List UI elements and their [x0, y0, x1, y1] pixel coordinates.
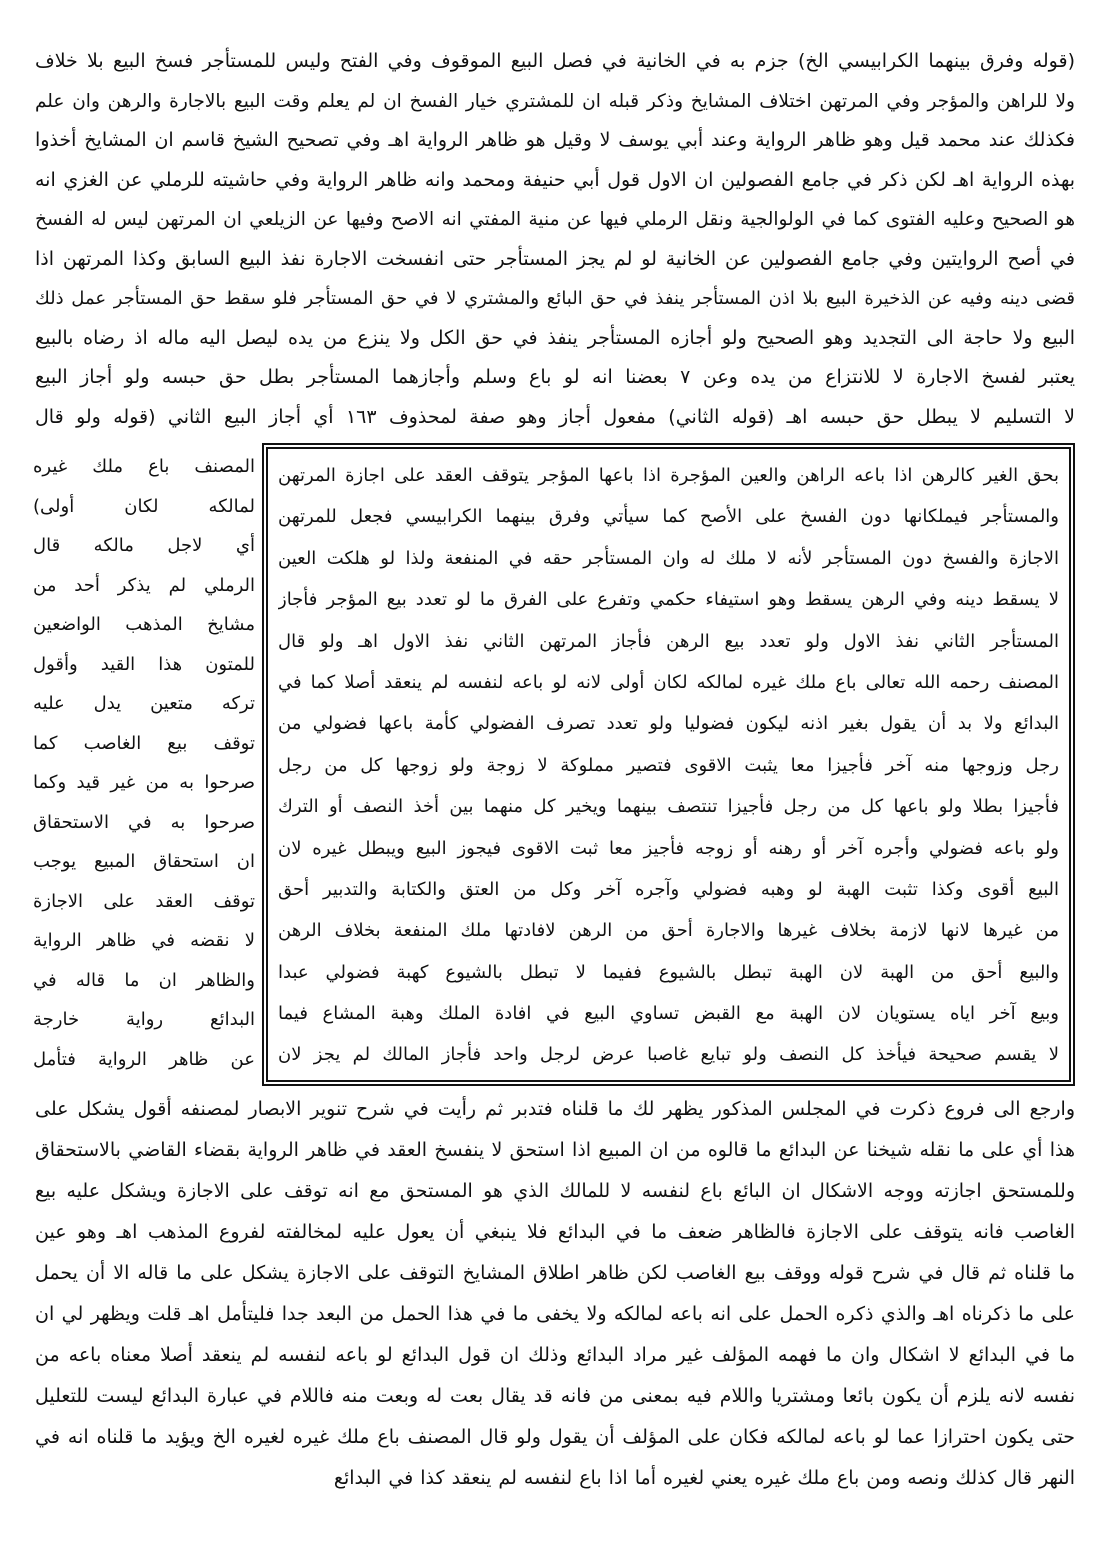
text-line: توقف بيع الغاصب كما: [33, 732, 255, 754]
text-line: لا يسقط دينه وفي الرهن يسقط وهو استيفاء حكمي وتفرع على الفرق ما لو تعدد بيع المؤجر فأجاز: [278, 589, 1059, 611]
text-line: ان استحقاق المبيع يوجب: [33, 851, 255, 872]
text-line: والظاهر ان ما قاله في: [33, 969, 255, 991]
text-line: فكذلك عند محمد قيل وهو ظاهر الرواية وعند أبي يوسف لا وقيل هو ظاهر الرواية اهـ وفي تصحيح الشيخ قاسم ان المشايخ أخذوا: [35, 129, 1075, 151]
text-line: لا نقضه في ظاهر الرواية: [33, 930, 255, 951]
bottom-commentary: [35, 1089, 1075, 1499]
text-line: لا يقسم صحيحة فيأخذ كل النصف ولو تبايع غاصبا عرض لرجل واحد فأجاز المالك لم يجز لان: [278, 1044, 1059, 1066]
top-commentary: [35, 42, 1075, 437]
text-line: قضى دينه وفيه عن الذخيرة البيع بلا اذن المستأجر ينفذ في حق البائع والمشتري لا في حق المستأجر فلو سقط حق المستأجر عمل ذلك: [35, 288, 1075, 309]
text-line: وللمستحق اجازته ووجه الاشكال ان البائع باع لنفسه لا للمالك الذي هو المستحق مع انه توقف على الاجازة ويشكل عليه بيع: [35, 1180, 1075, 1202]
text-line: مشايخ المذهب الواضعين: [33, 614, 255, 635]
main-text-box: [262, 443, 1075, 1086]
text-line: صرحوا به من غير قيد وكما: [33, 772, 255, 793]
text-line: البيع ولا حاجة الى التجديد وهو الصحيح ولو أجازه المستأجر ينفذ في حق الكل ولا ينزع من يده ليصل اليه ماله اذ رضاه بالبيع: [35, 326, 1075, 349]
text-line: البدائع رواية خارجة: [33, 1009, 255, 1030]
text-line: (قوله وفرق بينهما الكرابيسي الخ) جزم به في الخانية في فصل البيع الموقوف وفي الفتح وليس للمستأجر فسخ البيع بلا خلاف: [35, 50, 1075, 72]
text-line: ما في البدائع لا اشكال وان ما فهمه المؤلف غير مراد البدائع وذلك ان قول البدائع لو باعه لنفسه لم ينعقد أصلا معناه باعه من: [35, 1344, 1075, 1366]
text-line: من غيرها لانها لازمة بخلاف غيرها والاجارة أحق من الرهن لافادتها ملك المنفعة بخلاف الرهن: [278, 920, 1059, 942]
text-line: الاجازة والفسخ دون المستأجر لأنه لا ملك له وان المستأجر حقه في المنفعة ولذا لو هلكت العين: [278, 547, 1059, 569]
text-line: بحق الغير كالرهن اذا باعه الراهن والعين المؤجرة اذا باعها المؤجر يتوقف العقد على اجازة المرتهن: [278, 465, 1059, 486]
text-line: الغاصب فانه يتوقف على الاجازة فالظاهر ضعف ما في البدائع فلا ينبغي أن يعول عليه لمخالفته لفروع المذهب اهـ وهو عين: [35, 1221, 1075, 1243]
text-line: عن ظاهر الرواية فتأمل: [33, 1048, 255, 1070]
text-line: يعتبر لفسخ الاجارة لا للانتزاع من يده وعن ٧ بعضنا انه لو باع وسلم وأجازهما المستأجر بطل حق حبسه ولو أجاز البيع: [35, 366, 1075, 388]
text-line: ولا للراهن والمؤجر وفي المرتهن اختلاف المشايخ وذكر قبله ان للمشتري خيار الفسخ ان لم يعلم وقت البيع بالاجارة والرهن وان علم: [35, 90, 1075, 112]
text-line: المصنف رحمه الله تعالى باع ملك غيره لمالكه لكان أولى لانه لو باعه لنفسه لم ينعقد أصلا كما في: [278, 671, 1059, 693]
text-line: توقف العقد على الاجازة: [33, 890, 255, 912]
text-line: المصنف باع ملك غيره: [33, 456, 255, 477]
text-line: صرحوا به في الاستحقاق: [33, 811, 255, 833]
text-line: لا التسليم لا يبطل حق حبسه اهـ (قوله الثاني) مفعول أجاز وهو صفة لمحذوف ١٦٣ أي أجاز البيع الثاني (قوله ولو قال: [35, 405, 1075, 428]
text-line: ولو باعه فضولي وأجره آخر أو رهنه أو زوجه فأجيز معا ثبت الاقوى فيجوز البيع ويبطل غيره لان: [278, 837, 1059, 859]
text-line: أي لاجل مالكه قال: [33, 535, 255, 556]
text-line: فأجيزا بطلا ولو باعها كل من رجل فأجيزا تنتصف بينهما ويخير كل منهما بين أخذ النصف أو الترك: [278, 796, 1059, 818]
text-line: بهذه الرواية اهـ لكن ذكر في جامع الفصولين ان الاول قول أبي حنيفة ومحمد وانه ظاهر الرواية وفي حاشيته للرملي عن الغزي انه: [35, 168, 1075, 191]
text-line: على ما ذكرناه اهـ والذي ذكره الحمل على انه باعه لمالكه ولا يخفى ما في هذا الحمل من البعد جدا فليتأمل اهـ قلت ويظهر لي ان: [35, 1303, 1075, 1325]
text-line: وارجع الى فروع ذكرت في المجلس المذكور يظهر لك ما قلناه فتدبر ثم رأيت في شرح تنوير الابصار لمصنفه أقول يشكل على: [35, 1098, 1075, 1120]
text-line: في أصح الروايتين وفي جامع الفصولين عن الخانية لو لم يجز المستأجر حتى انفسخت الاجارة نفذ البيع السابق وكذا المرتهن اذا: [35, 247, 1075, 270]
text-line: وبيع آخر اياه يستويان لان الهبة مع القبض تساوي البيع في افادة الملك وهبة المشاع فيما: [278, 1003, 1059, 1025]
text-line: والبيع أحق من الهبة لان الهبة تبطل بالشيوع ففيما لا تبطل بالشيوع كهبة فضولي عبدا: [278, 961, 1059, 983]
text-line: والمستأجر فيملكانها دون الفسخ على الأصح كما سيأتي وفرق بينهما الكرابيسي فجعل للمرتهن: [278, 506, 1059, 528]
text-line: هذا أي على ما نقله شيخنا عن البدائع ما قالوه من ان المبيع اذا استحق لا ينفسخ العقد في ظاهر الرواية بقضاء القاضي بالاستحقاق: [35, 1139, 1075, 1161]
text-line: تركه متعين يدل عليه: [33, 693, 255, 714]
text-line: ما قلناه ثم قال في شرح قوله ووقف بيع الغاصب لكن ظاهر اطلاق المشايخ التوقف على الاجازة يشكل على ما قاله الا أن يحمل: [35, 1262, 1075, 1284]
text-line: رجل وزوجها منه آخر فأجيزا معا يثبت الاقوى فتصير مملوكة لا زوجة ولو زوجها كل من رجل: [278, 754, 1059, 776]
text-line: نفسه لانه يلزم أن يكون بائعا ومشتريا واللام فيه بمعنى من فانه قد يقال بعت له وبعت منه فاللام في عبارة البدائع ليست للتعليل: [35, 1385, 1075, 1407]
text-line: الرملي لم يذكر أحد من: [33, 574, 255, 596]
text-line: هو الصحيح وعليه الفتوى كما في الولوالجية ونقل الرملي فيها عن منية المفتي انه الاصح وفيها عن الزيلعي ان المرتهن ليس له الفسخ: [35, 209, 1075, 230]
text-line: للمتون هذا القيد وأقول: [33, 653, 255, 675]
text-line: حتى يكون احترازا عما لو باعه لمالكه فكان على المؤلف أن يقول ولو قال المصنف باع ملك غيره لغيره الخ ويؤيد ما قلناه انه في: [35, 1426, 1075, 1448]
text-line: المستأجر الثاني نفذ الاول ولو تعدد بيع الرهن فأجاز المرتهن الثاني نفذ الاول اهـ ولو قال: [278, 630, 1059, 652]
side-commentary: [33, 447, 255, 1079]
text-line: النهر قال كذلك ونصه ومن باع ملك غيره يعني لغيره أما اذا باع لنفسه لم ينعقد كذا في البدائع: [333, 1467, 1075, 1489]
text-line: البيع أقوى وكذا تثبت الهبة لو وهبه فضولي وآجره آخر وكل من العتق والكتابة والتدبير أحق: [278, 878, 1059, 900]
text-line: لمالكه لكان أولى): [33, 495, 255, 517]
text-line: البدائع ولا بد أن يقول بغير اذنه ليكون فضوليا ولو تعدد تصرف الفضولي كأمة باعها فضولي من: [278, 713, 1059, 735]
